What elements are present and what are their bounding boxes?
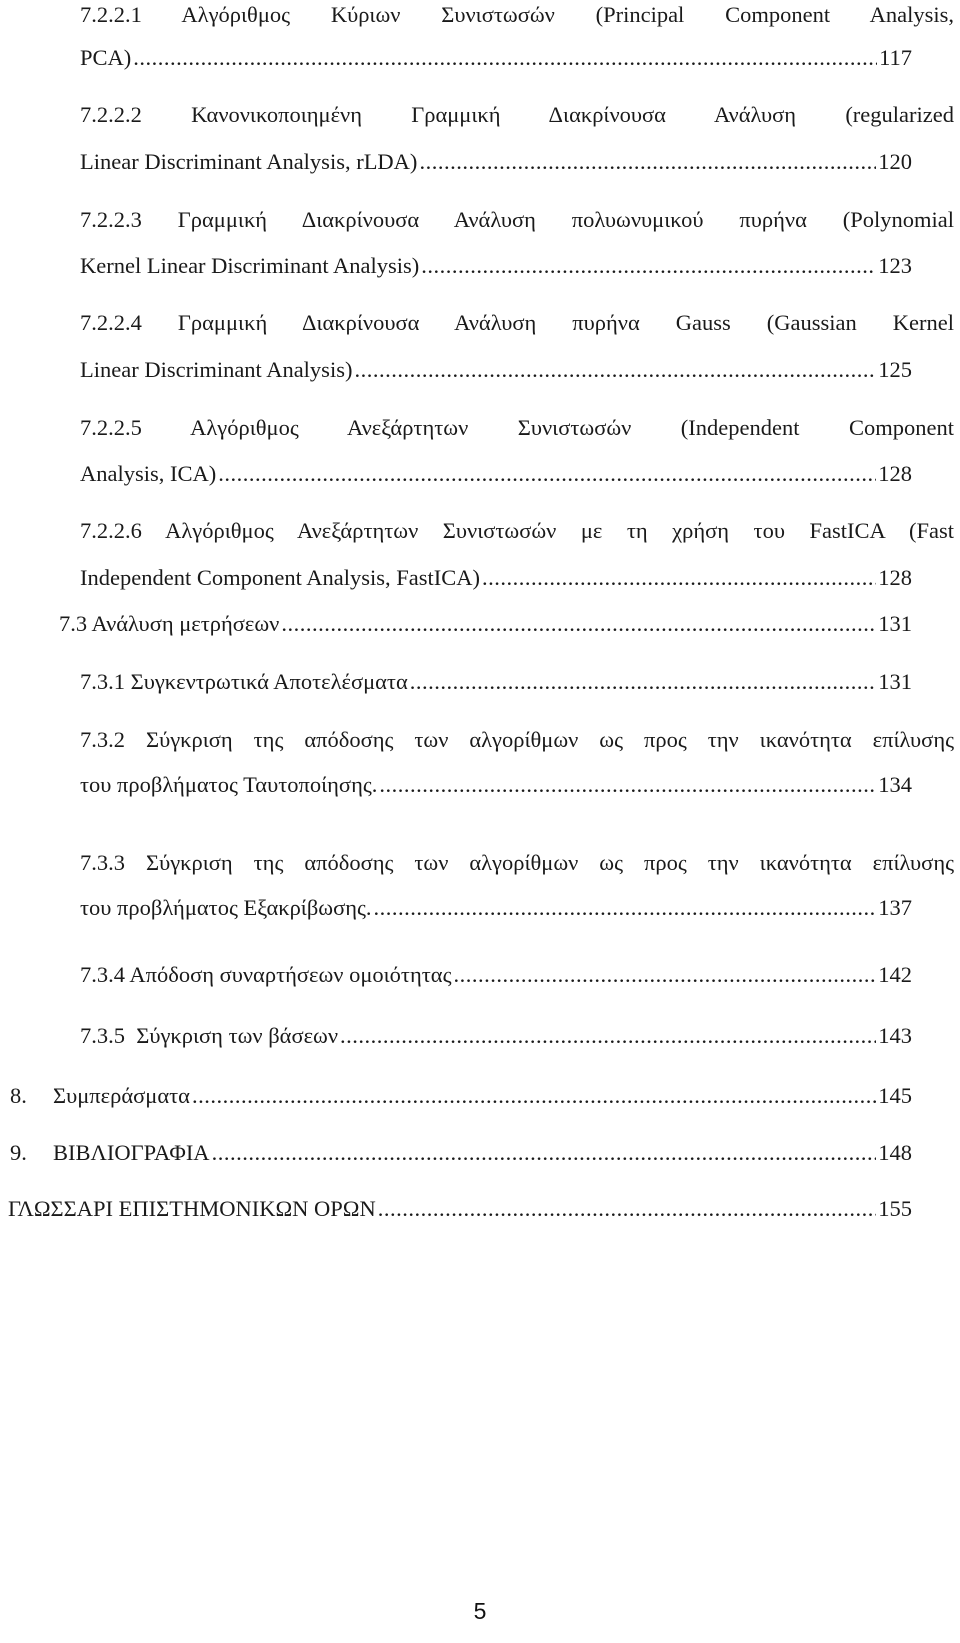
toc-entry-title: 7.3.3 Σύγκριση της απόδοσης των αλγορίθμων ως προς την ικανότητα επίλυσης xyxy=(80,850,954,875)
toc-entry-title: 7.3.4 Απόδοση συναρτήσεων ομοιότητας xyxy=(80,962,452,987)
toc-entry-title: ΓΛΩΣΣΑΡΙ ΕΠΙΣΤΗΜΟΝΙΚΩΝ ΟΡΩΝ xyxy=(8,1196,376,1221)
toc-entry-glossary xyxy=(8,1194,912,1224)
toc-page-number: 128 xyxy=(878,461,912,486)
dot-leader xyxy=(281,609,876,639)
page-number: 5 xyxy=(473,1598,487,1624)
toc-entry-title: 7.3.1 Συγκεντρωτικά Αποτελέσματα xyxy=(80,669,408,694)
toc-entry-title: 7.3 Ανάλυση μετρήσεων xyxy=(59,611,280,636)
toc-page-number: 143 xyxy=(878,1023,912,1048)
toc-chapter-number: 8. xyxy=(10,1083,27,1108)
toc-entry-title-continued: του προβλήματος Ταυτοποίησης. xyxy=(80,772,378,797)
toc-entry-title: 7.2.2.2 Κανονικοποιημένη Γραμμική Διακρίνουσα Ανάλυση (regularized xyxy=(80,102,954,127)
dot-leader xyxy=(419,147,876,177)
toc-entry-title-continued: Linear Discriminant Analysis, rLDA) xyxy=(80,149,418,174)
toc-entry-7-3 xyxy=(59,609,912,639)
dot-leader xyxy=(410,667,876,697)
dot-leader xyxy=(453,960,876,990)
toc-entry-title-continued: Linear Discriminant Analysis) xyxy=(80,357,353,382)
toc-entry-title: 7.3.2 Σύγκριση της απόδοσης των αλγορίθμων ως προς την ικανότητα επίλυσης xyxy=(80,727,954,752)
toc-entry-title: 7.2.2.5 Αλγόριθμος Ανεξάρτητων Συνιστωσών (Independent Component xyxy=(80,415,954,440)
toc-page-number: 137 xyxy=(878,895,912,920)
toc-page-number: 117 xyxy=(879,45,912,70)
dot-leader xyxy=(212,1138,877,1168)
dot-leader xyxy=(133,43,877,73)
toc-page-number: 155 xyxy=(878,1196,912,1221)
toc-entry-title: ΒΙΒΛΙΟΓΡΑΦΙΑ xyxy=(53,1140,210,1165)
dot-leader xyxy=(421,251,876,281)
toc-chapter-number: 9. xyxy=(10,1140,27,1165)
toc-entry-7-3-5 xyxy=(80,1021,912,1051)
toc-page-number: 125 xyxy=(878,357,912,382)
dot-leader xyxy=(340,1021,876,1051)
dot-leader xyxy=(482,563,876,593)
toc-entry-title: 7.2.2.1 Αλγόριθμος Κύριων Συνιστωσών (Principal Component Analysis, xyxy=(80,2,954,27)
dot-leader xyxy=(354,355,876,385)
toc-entry-title: Συμπεράσματα xyxy=(53,1083,190,1108)
dot-leader xyxy=(379,770,876,800)
toc-entry-title-continued: PCA) xyxy=(80,45,132,70)
toc-page-number: 120 xyxy=(878,149,912,174)
toc-page-number: 142 xyxy=(878,962,912,987)
toc-page-number: 123 xyxy=(878,253,912,278)
toc-entry-title-continued: Kernel Linear Discriminant Analysis) xyxy=(80,253,420,278)
toc-page-number: 134 xyxy=(878,772,912,797)
dot-leader xyxy=(218,459,876,489)
toc-page-number: 131 xyxy=(878,611,912,636)
dot-leader xyxy=(374,893,877,923)
toc-page-number: 128 xyxy=(878,565,912,590)
toc-entry-title: 7.2.2.4 Γραμμική Διακρίνουσα Ανάλυση πυρήνα Gauss (Gaussian Kernel xyxy=(80,310,954,335)
toc-entry-title-continued: του προβλήματος Εξακρίβωσης. xyxy=(80,895,372,920)
toc-entry-title: 7.3.5 Σύγκριση των βάσεων xyxy=(80,1023,339,1048)
toc-entry-7-3-1 xyxy=(80,667,912,697)
toc-entry-title-continued: Analysis, ICA) xyxy=(80,461,217,486)
toc-entry-title-continued: Independent Component Analysis, FastICA) xyxy=(80,565,480,590)
toc-entry-title: 7.2.2.3 Γραμμική Διακρίνουσα Ανάλυση πολυωνυμικού πυρήνα (Polynomial xyxy=(80,207,954,232)
toc-page-number: 148 xyxy=(878,1140,912,1165)
dot-leader xyxy=(378,1194,876,1224)
dot-leader xyxy=(192,1081,876,1111)
toc-entry-7-3-4 xyxy=(80,960,912,990)
toc-page-number: 145 xyxy=(878,1083,912,1108)
toc-page-number: 131 xyxy=(878,669,912,694)
toc-entry-title: 7.2.2.6 Αλγόριθμος Ανεξάρτητων Συνιστωσών με τη χρήση του FastICA (Fast xyxy=(80,518,954,543)
